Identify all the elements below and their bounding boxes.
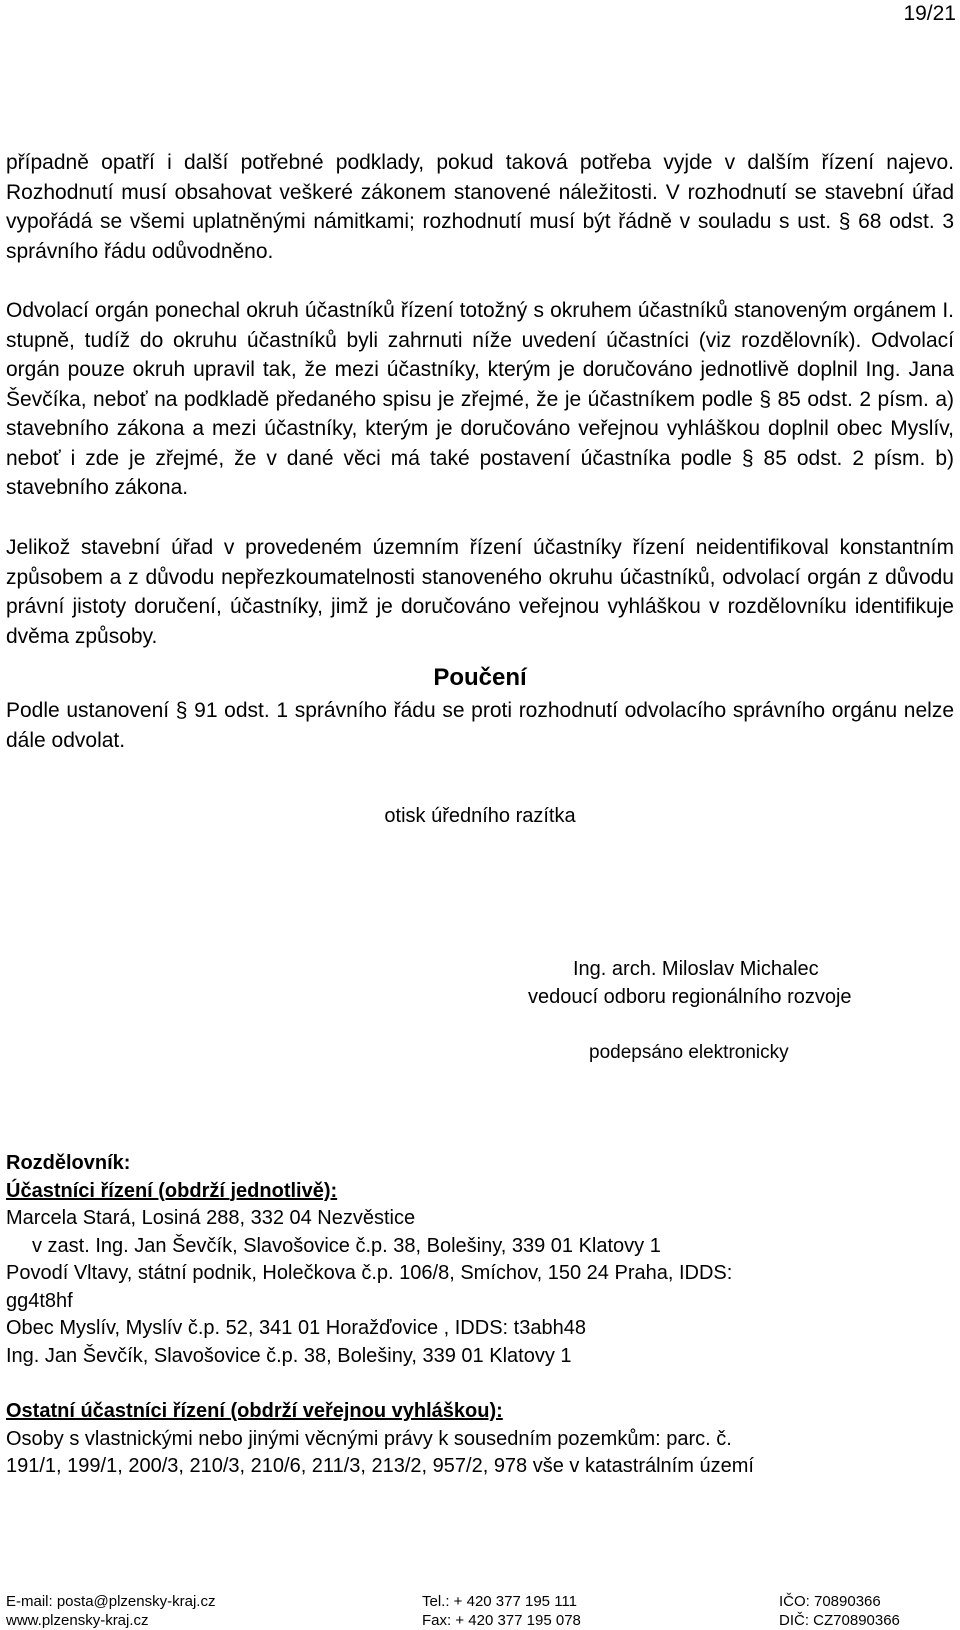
footer-ico: IČO: 70890366 xyxy=(779,1593,881,1610)
footer-fax: Fax: + 420 377 195 078 xyxy=(422,1612,581,1629)
individual-line: Povodí Vltavy, státní podnik, Holečkova č.p. 106/8, Smíchov, 150 24 Praha, IDDS: xyxy=(6,1262,733,1284)
footer-contact xyxy=(6,1592,215,1630)
public-line: 191/1, 199/1, 200/3, 210/3, 210/6, 211/3, 213/2, 957/2, 978 vše v katastrálním území xyxy=(6,1455,754,1477)
paragraph-2: Odvolací orgán ponechal okruh účastníků řízení totožný s okruhem účastníků stanoveným orgánem I. stupně, tudíž do okruhu účastníků byli zahrnuti níže uvedení účastníci (viz rozdělovník). Odvolací orgán pouze okruh upravil tak, že mezi účastníky, kterým je doručováno jednotlivě doplnil Ing. Jana Ševčíka, neboť na podkladě předaného spisu je zřejmé, že je účastníkem podle § 85 odst. 2 písm. a) stavebního zákona a mezi účastníky, kterým je doručováno veřejnou vyhláškou doplnil obec Myslív, neboť i zde je zřejmé, že v dané věci má také postavení účastníka podle § 85 odst. 2 písm. b) stavebního zákona. xyxy=(6,299,954,499)
paragraph-1: případně opatří i další potřebné podklady, pokud taková potřeba vyjde v dalším řízení najevo. Rozhodnutí musí obsahovat veškeré zákonem stanovené náležitosti. V rozhodnutí se stavební úřad vypořádá se všemi uplatněnými námitkami; rozhodnutí musí být řádně v souladu s ust. § 68 odst. 3 správního řádu odůvodněno. xyxy=(6,151,954,263)
individual-line: v zast. Ing. Jan Ševčík, Slavošovice č.p. 38, Bolešiny, 339 01 Klatovy 1 xyxy=(32,1234,661,1257)
footer-email: E-mail: posta@plzensky-kraj.cz xyxy=(6,1593,216,1610)
footer-dic: DIČ: CZ70890366 xyxy=(779,1612,900,1629)
individual-line: gg4t8hf xyxy=(6,1289,73,1312)
stamp-text: otisk úředního razítka xyxy=(384,805,576,827)
distribution-heading: Rozdělovník: xyxy=(6,1152,131,1174)
signature-name: Ing. arch. Miloslav Michalec xyxy=(573,958,819,980)
paragraph-3: Jelikož stavební úřad v provedeném územním řízení účastníky řízení neidentifikoval konstantním způsobem a z důvodu nepřezkoumatelnosti stanoveného okruhu účastníků, odvolací orgán z důvodu právní jistoty doručení, účastníky, jimž je doručováno veřejnou vyhláškou v rozdělovníku identifikuje dvěma způsoby. xyxy=(6,536,954,648)
footer-phone-block xyxy=(422,1592,581,1630)
footer-ids xyxy=(779,1592,900,1630)
distribution-list xyxy=(6,1150,954,1481)
footer-phone: Tel.: + 420 377 195 111 xyxy=(422,1593,577,1610)
signature-position: vedoucí odboru regionálního rozvoje xyxy=(528,986,852,1008)
individual-line: Obec Myslív, Myslív č.p. 52, 341 01 Horažďovice , IDDS: t3abh48 xyxy=(6,1317,586,1339)
individual-line: Ing. Jan Ševčík, Slavošovice č.p. 38, Bolešiny, 339 01 Klatovy 1 xyxy=(6,1344,572,1367)
page-number: 19/21 xyxy=(903,2,956,25)
public-heading: Ostatní účastníci řízení (obdrží veřejnou vyhláškou): xyxy=(6,1400,503,1422)
footer-web: www.plzensky-kraj.cz xyxy=(6,1612,149,1629)
pouceni-text: Podle ustanovení § 91 odst. 1 správního řádu se proti rozhodnutí odvolacího správního orgánu nelze dále odvolat. xyxy=(6,699,954,752)
signature-electronic-note: podepsáno elektronicky xyxy=(589,1042,789,1063)
pouceni-heading: Poučení xyxy=(433,664,527,691)
public-line: Osoby s vlastnickými nebo jinými věcnými právy k sousedním pozemkům: parc. č. xyxy=(6,1427,732,1450)
individual-line: Marcela Stará, Losiná 288, 332 04 Nezvěstice xyxy=(6,1207,416,1229)
individual-heading: Účastníci řízení (obdrží jednotlivě): xyxy=(6,1179,338,1202)
